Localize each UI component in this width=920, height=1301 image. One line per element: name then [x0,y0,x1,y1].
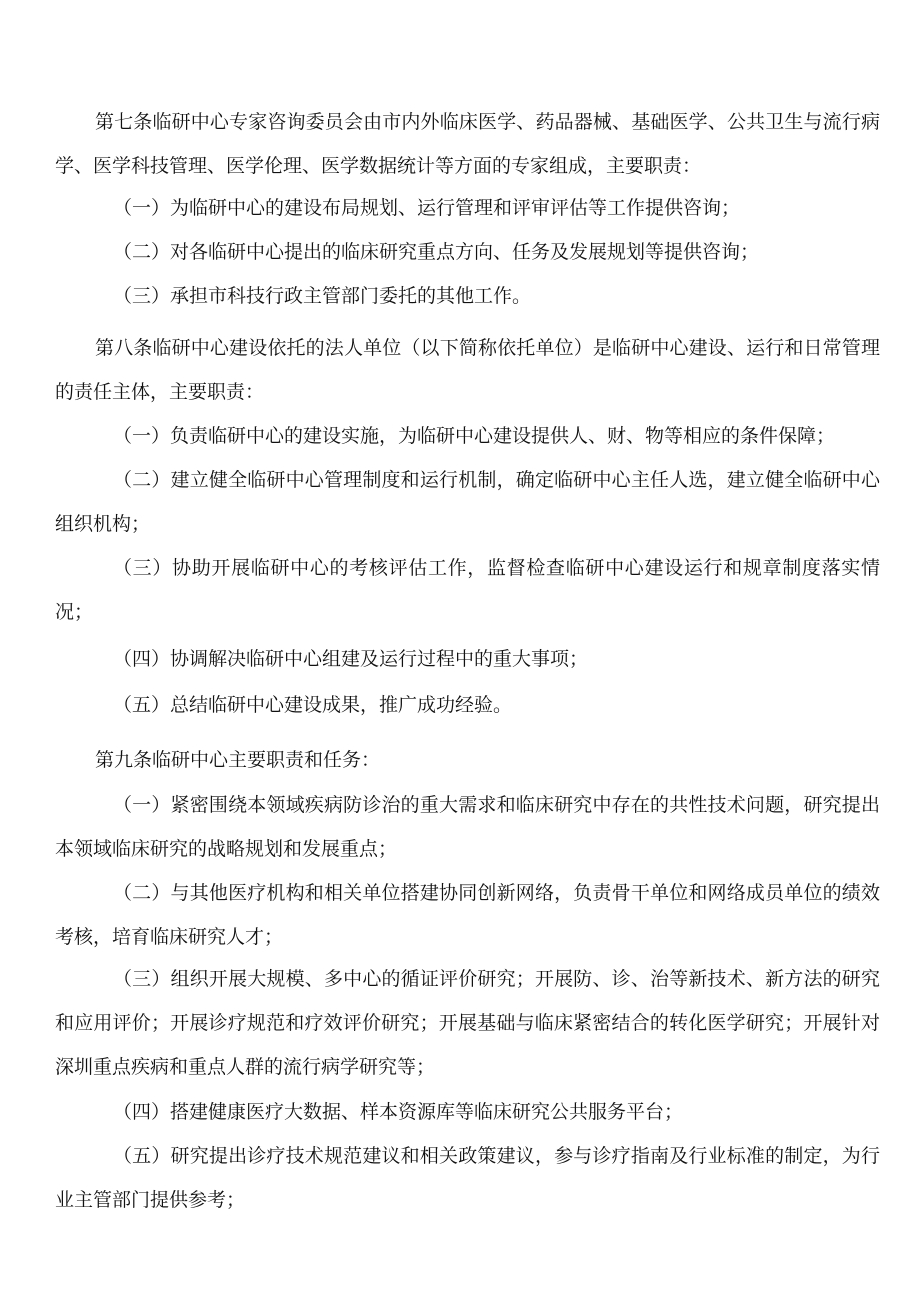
article-8-item-3: （三）协助开展临研中心的考核评估工作，监督检查临研中心建设运行和规章制度落实情况； [55,557,880,623]
article-9-item-5: （五）研究提出诊疗技术规范建议和相关政策建议，参与诊疗指南及行业标准的制定，为行业主管部门提供参考； [55,1145,880,1211]
article-8-item-5: （五）总结临研中心建设成果，推广成功经验。 [113,694,513,716]
article-8-item-2: （二）建立健全临研中心管理制度和运行机制，确定临研中心主任人选，建立健全临研中心组织机构； [55,469,880,535]
article-9-paragraph: 第九条临研中心主要职责和任务： [95,749,381,771]
article-8-item-1: （一）负责临研中心的建设实施，为临研中心建设提供人、财、物等相应的条件保障； [113,425,836,447]
article-9-item-1: （一）紧密围绕本领域疾病防诊治的重大需求和临床研究中存在的共性技术问题，研究提出本领域临床研究的战略规划和发展重点； [55,794,880,860]
article-8-paragraph: 第八条临研中心建设依托的法人单位（以下简称依托单位）是临研中心建设、运行和日常管理的责任主体，主要职责： [55,337,880,403]
article-9-item-2: （二）与其他医疗机构和相关单位搭建协同创新网络，负责骨干单位和网络成员单位的绩效考核，培育临床研究人才； [55,882,880,948]
article-9-item-4: （四）搭建健康医疗大数据、样本资源库等临床研究公共服务平台； [113,1101,684,1123]
article-7-item-2: （二）对各临研中心提出的临床研究重点方向、任务及发展规划等提供咨询； [113,241,760,263]
article-8-item-4: （四）协调解决临研中心组建及运行过程中的重大事项； [113,648,589,670]
article-9-item-3: （三）组织开展大规模、多中心的循证评价研究；开展防、诊、治等新技术、新方法的研究和应用评价；开展诊疗规范和疗效评价研究；开展基础与临床紧密结合的转化医学研究；开展针对深圳重点疾病和重点人群的流行病学研究等； [55,968,880,1078]
article-7-paragraph: 第七条临研中心专家咨询委员会由市内外临床医学、药品器械、基础医学、公共卫生与流行病学、医学科技管理、医学伦理、医学数据统计等方面的专家组成，主要职责： [55,111,880,177]
article-7-item-3: （三）承担市科技行政主管部门委托的其他工作。 [113,285,532,307]
article-7-item-1: （一）为临研中心的建设布局规划、运行管理和评审评估等工作提供咨询； [113,197,741,219]
